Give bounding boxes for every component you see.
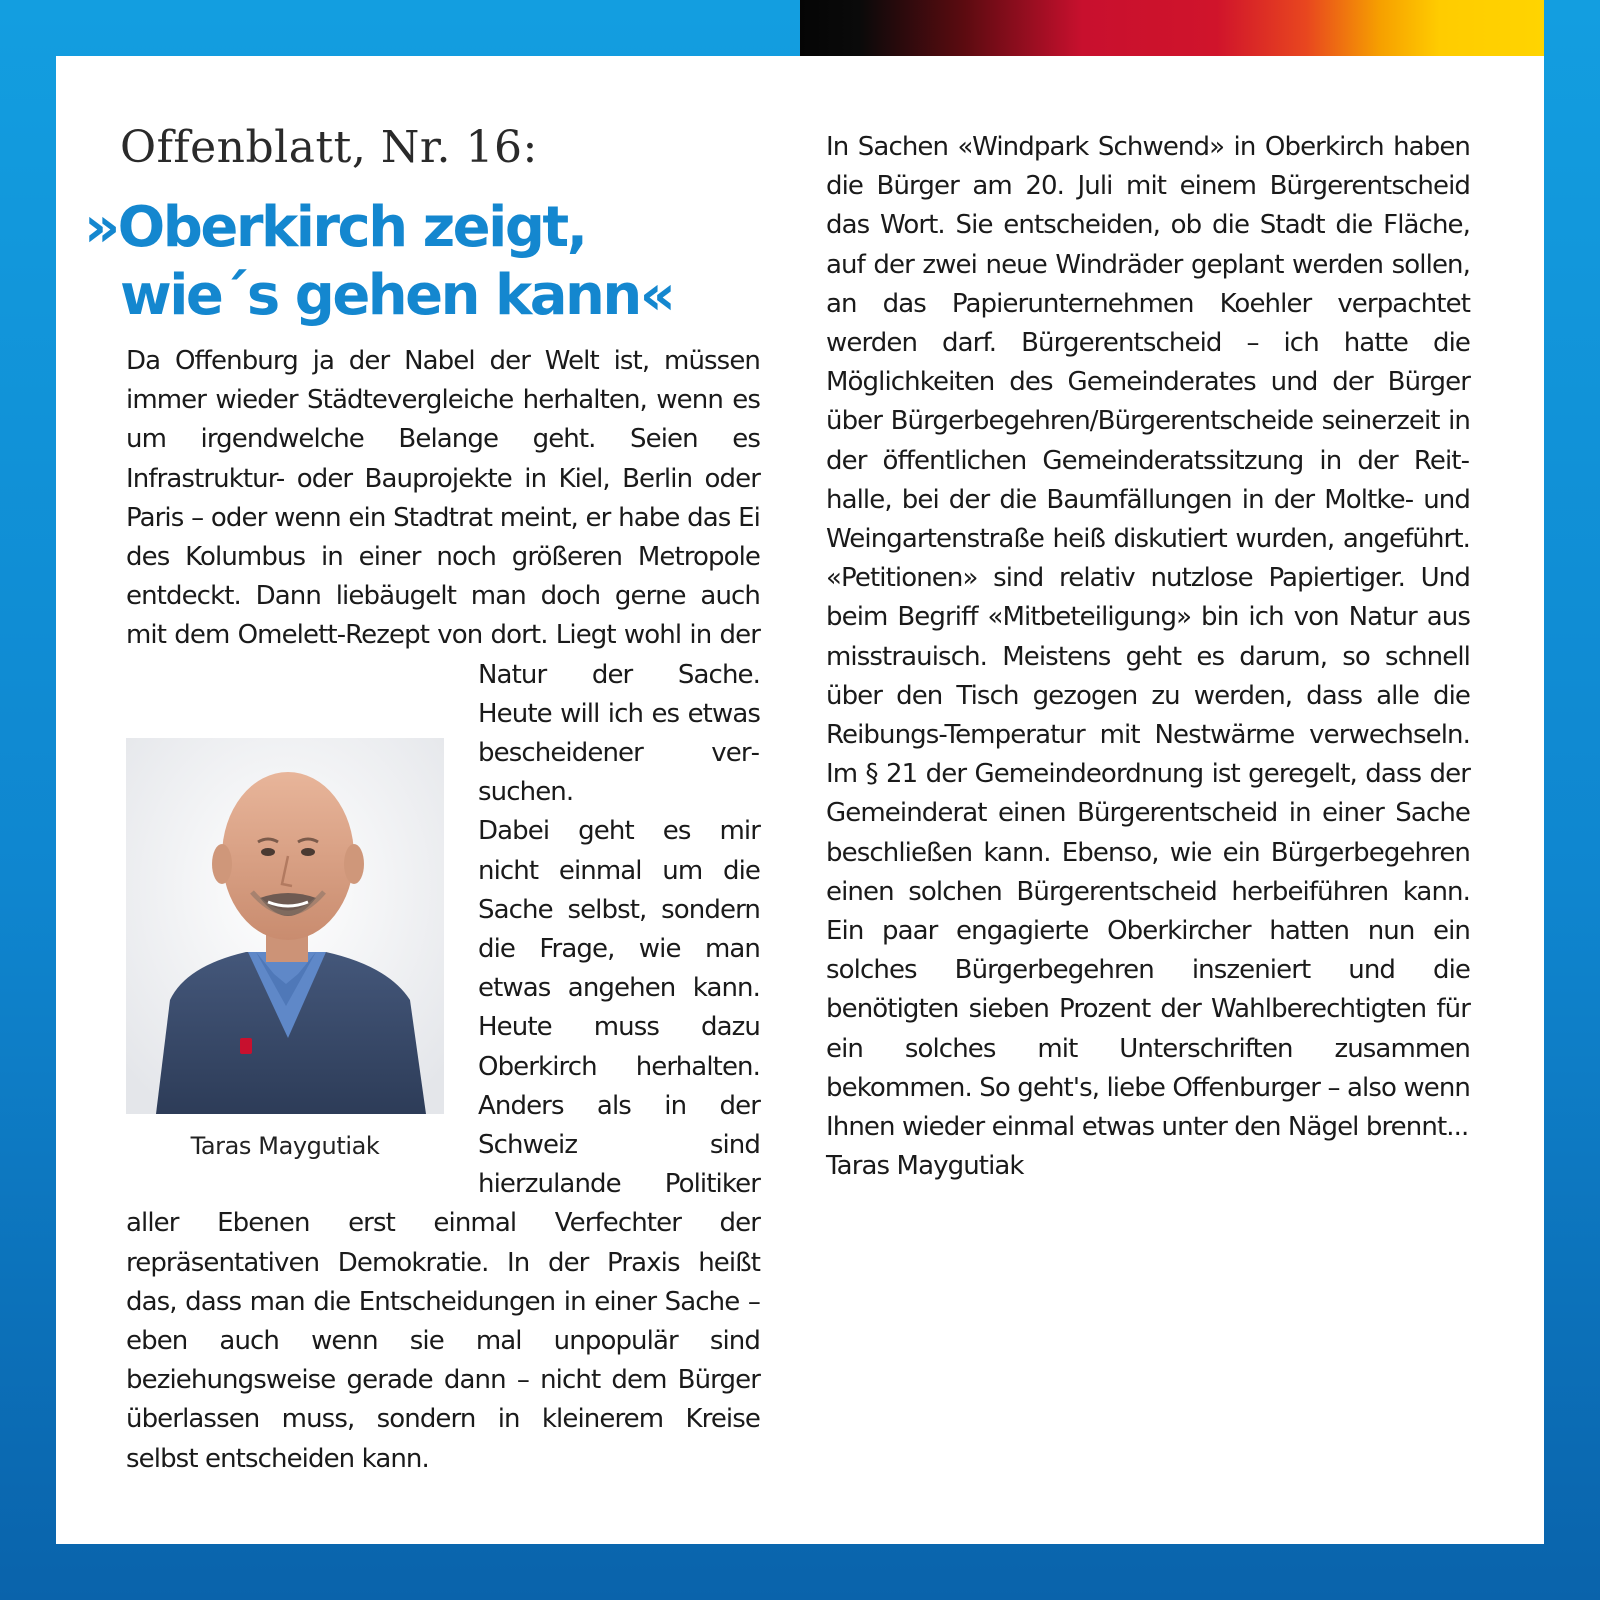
article-headline bbox=[84, 194, 673, 330]
portrait-photo-icon bbox=[126, 738, 444, 1114]
article-text-lead: Da Offenburg ja der Nabel der Welt ist, müssen immer wieder Städtevergleiche herhalten, wenn es um irgendwelche Belange geht. Seien es Infrastruktur- oder Bauprojekte in Kiel, Berlin oder Paris – oder wenn ein Stadtrat meint, er habe das Ei des Kolumbus in einer noch größeren Metropole entdeckt. Dann liebäugelt man doch gerne auch mit dem Omelett-Rezept von dort. Liegt wohl in der Natur der Sache. Heute will ich es etwas bescheidener versuchen. bbox=[126, 346, 760, 808]
headline-line-1: »Oberkirch zeigt, bbox=[84, 195, 586, 260]
article-column-right bbox=[826, 128, 1470, 1328]
article-text-continued: Dabei geht es mir nicht einmal um die Sache selbst, sondern die Frage, wie man etwas angehen kann. Heute muss dazu Oberkirch herhalten. Anders als in der Schweiz sind hierzulande Politiker aller Ebenen erst einmal Verfechter der repräsentativen Demokratie. In der Praxis heißt das, dass man die Entscheidungen in einer Sache – eben auch wenn sie mal unpopulär sind beziehungsweise gerade dann – nicht dem Bürger überlassen muss, sondern in kleinerem Kreise selbst entscheiden kann. bbox=[126, 816, 760, 1474]
author-photo-block bbox=[126, 698, 478, 1204]
article-text-right: In Sachen «Windpark Schwend» in Oberkirch haben die Bürger am 20. Juli mit einem Bürgerentscheid das Wort. Sie entscheiden, ob die Stadt die Fläche, auf der zwei neue Windräder geplant werden sollen, an das Papierunternehmen Koehler verpachtet werden darf. Bürgerentscheid – ich hatte die Möglichkeiten des Gemeinderates und der Bürger über Bürgerbegehren/Bürgerentscheide seinerzeit in der öffentlichen Gemeinderatssitzung in der Reithalle, bei der die Baumfällungen in der Moltke- und Weingartenstraße heiß diskutiert wurden, angeführt. «Petitionen» sind relativ nutzlose Papiertiger. Und beim Begriff «Mitbeteiligung» bin ich von Natur aus misstrauisch. Meistens geht es darum, so schnell über den Tisch gezogen zu werden, dass alle die Reibungs-Temperatur mit Nestwärme verwechseln. Im § 21 der Gemeindeordnung ist geregelt, dass der Gemeinderat einen Bürgerentscheid in einer Sache beschließen kann. Ebenso, wie ein Bürgerbegehren einen solchen Bürgerentscheid herbeiführen kann. Ein paar engagierte Oberkircher hatten nun ein solches Bürgerbegehren inszeniert und die benötigten sieben Prozent der Wahlberechtigten für ein solches mit Unterschriften zusammen bekommen. So geht's, liebe Offenburger – also wenn Ihnen wieder einmal etwas unter den Nägel brennt... bbox=[826, 132, 1470, 1143]
article-kicker: Offenblatt, Nr. 16: bbox=[120, 122, 538, 173]
author-photo bbox=[126, 738, 444, 1114]
article-signature: Taras Maygutiak bbox=[826, 1151, 1024, 1182]
photo-caption: Taras Maygutiak bbox=[190, 1132, 380, 1160]
headline-line-2: wie´s gehen kann« bbox=[120, 263, 674, 328]
article-paragraph bbox=[826, 128, 1470, 1147]
flag-color-bar bbox=[800, 0, 1544, 56]
